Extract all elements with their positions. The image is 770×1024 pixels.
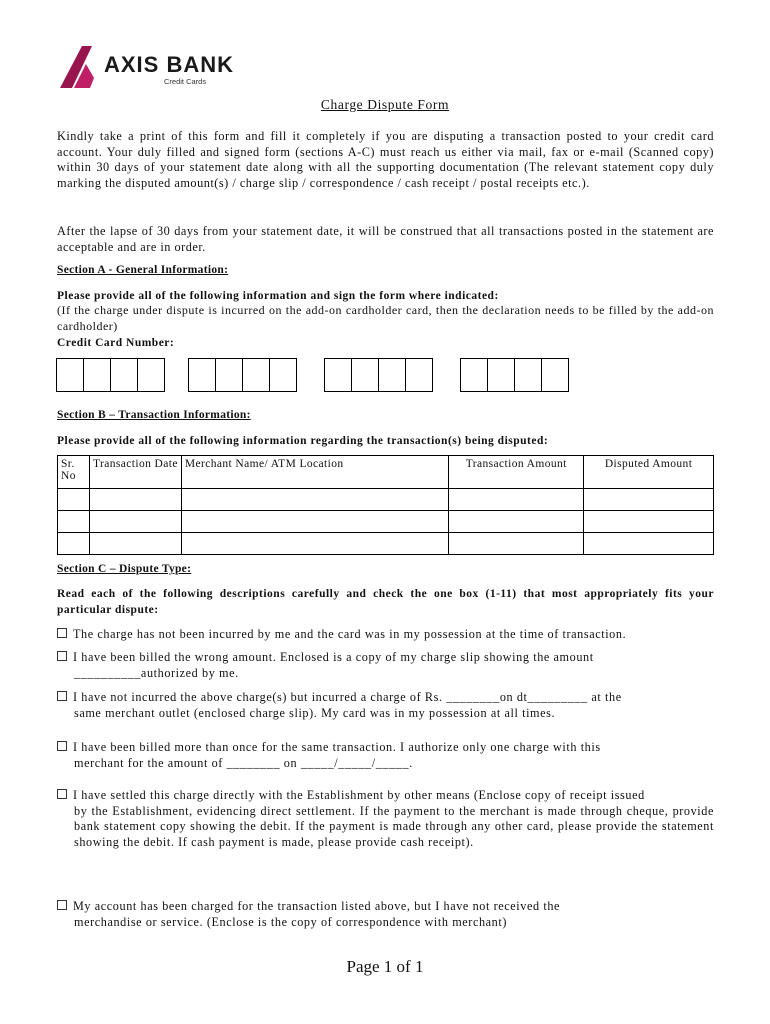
table-row <box>58 489 714 511</box>
table-cell[interactable] <box>58 511 90 533</box>
brand-subtitle: Credit Cards <box>164 77 207 86</box>
card-digit-box[interactable] <box>138 359 164 391</box>
section-c-instruction: Read each of the following descriptions carefully and check the one box (1-11) that most appropriately fits your particular dispute: <box>57 588 714 616</box>
dispute-option-1[interactable]: The charge has not been incurred by me and the card was in my possession at the time of transaction. <box>57 627 714 643</box>
table-cell[interactable] <box>89 489 181 511</box>
table-cell[interactable] <box>449 533 584 555</box>
table-cell[interactable] <box>584 489 714 511</box>
table-row <box>58 533 714 555</box>
column-header: Merchant Name/ ATM Location <box>181 456 448 489</box>
table-cell[interactable] <box>584 533 714 555</box>
card-digit-box[interactable] <box>243 359 270 391</box>
dispute-option-4[interactable]: I have been billed more than once for the same transaction. I authorize only one charge with this merchant for the amount of ________ on _____/_____/_____. <box>57 740 714 771</box>
page-number: Page 1 of 1 <box>346 957 424 976</box>
checkbox[interactable] <box>57 691 67 701</box>
intro-paragraph-1: Kindly take a print of this form and fill it completely if you are disputing a transaction posted to your credit card account. Your duly filled and signed form (sections A-C) must reach us either via mail, fax or e-mail (Scanned copy) within 30 days of your statement date along with all the supporting documentation (The relevant statement copy duly marking the disputed amount(s) / charge slip / correspondence / cash receipt / postal receipts etc.). <box>57 129 714 190</box>
card-digit-box[interactable] <box>406 359 432 391</box>
credit-card-number-label: Credit Card Number: <box>57 337 175 349</box>
card-digits-group-2[interactable] <box>188 358 297 392</box>
table-cell[interactable] <box>58 533 90 555</box>
dispute-option-3[interactable]: I have not incurred the above charge(s) but incurred a charge of Rs. ________on dt_________ at the same merchant outlet (enclosed charge slip). My card was in my possession at all times. <box>57 690 714 721</box>
card-digit-box[interactable] <box>111 359 138 391</box>
card-digit-box[interactable] <box>379 359 406 391</box>
table-cell[interactable] <box>584 511 714 533</box>
column-header: Transaction Date <box>89 456 181 489</box>
table-cell[interactable] <box>181 489 448 511</box>
table-cell[interactable] <box>181 533 448 555</box>
axis-bank-logo <box>60 44 235 90</box>
column-header: Sr. No <box>58 456 90 489</box>
card-digit-box[interactable] <box>189 359 216 391</box>
card-digit-box[interactable] <box>216 359 243 391</box>
card-digit-box[interactable] <box>461 359 488 391</box>
card-digit-box[interactable] <box>352 359 379 391</box>
transaction-table <box>57 455 714 555</box>
card-digits-group-4[interactable] <box>460 358 569 392</box>
column-header: Disputed Amount <box>584 456 714 489</box>
section-b-heading: Section B – Transaction Information: <box>57 409 251 421</box>
column-header: Transaction Amount <box>449 456 584 489</box>
table-cell[interactable] <box>181 511 448 533</box>
dispute-option-6[interactable]: My account has been charged for the transaction listed above, but I have not received the merchandise or service. (Enclose is the copy of correspondence with merchant) <box>57 899 714 930</box>
intro-paragraph-2: After the lapse of 30 days from your statement date, it will be construed that all transactions posted in the statement are acceptable and are in order. <box>57 224 714 254</box>
table-row <box>58 511 714 533</box>
section-a-note: (If the charge under dispute is incurred on the add-on cardholder card, then the declaration needs to be filled by the add-on cardholder) <box>57 303 714 333</box>
section-a-instruction: Please provide all of the following information and sign the form where indicated: <box>57 290 499 302</box>
card-digits-group-1[interactable] <box>56 358 165 392</box>
checkbox[interactable] <box>57 900 67 910</box>
brand-name: AXIS BANK <box>104 52 235 77</box>
section-c-heading: Section C – Dispute Type: <box>57 563 192 575</box>
card-digit-box[interactable] <box>270 359 296 391</box>
card-digit-box[interactable] <box>84 359 111 391</box>
table-cell[interactable] <box>89 511 181 533</box>
card-digit-box[interactable] <box>488 359 515 391</box>
checkbox[interactable] <box>57 651 67 661</box>
section-a-heading: Section A - General Information: <box>57 264 229 276</box>
checkbox[interactable] <box>57 789 67 799</box>
card-digit-box[interactable] <box>515 359 542 391</box>
card-digit-box[interactable] <box>57 359 84 391</box>
form-title: Charge Dispute Form <box>320 97 450 112</box>
card-digit-box[interactable] <box>325 359 352 391</box>
checkbox[interactable] <box>57 628 67 638</box>
dispute-option-2[interactable]: I have been billed the wrong amount. Enclosed is a copy of my charge slip showing the amount __________authorized by me. <box>57 650 714 681</box>
checkbox[interactable] <box>57 741 67 751</box>
dispute-option-5[interactable]: I have settled this charge directly with the Establishment by other means (Enclose copy of receipt issued by the Establishment, evidencing direct settlement. If the payment to the merchant is made through cheque, provide bank statement copy showing the debit. If the payment is made through any other card, please provide the statement showing the debit. If cash payment is made, please provide cash receipt). <box>57 788 714 850</box>
card-digit-box[interactable] <box>542 359 568 391</box>
table-cell[interactable] <box>449 489 584 511</box>
table-cell[interactable] <box>58 489 90 511</box>
table-cell[interactable] <box>449 511 584 533</box>
card-digits-group-3[interactable] <box>324 358 433 392</box>
axis-logo-mark-icon <box>60 44 104 90</box>
table-header-row <box>58 456 714 489</box>
table-cell[interactable] <box>89 533 181 555</box>
section-b-instruction: Please provide all of the following information regarding the transaction(s) being disputed: <box>57 435 549 447</box>
